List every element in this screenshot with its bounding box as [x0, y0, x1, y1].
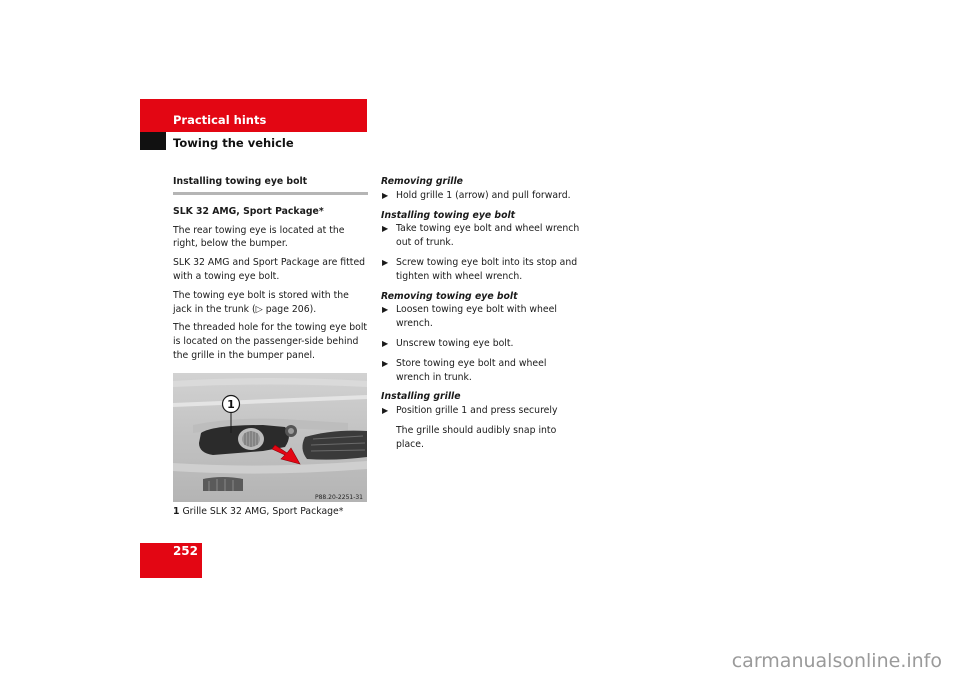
step-heading: Installing grille — [381, 391, 461, 403]
caption-text: Grille SLK 32 AMG, Sport Package* — [182, 506, 344, 517]
heading-rule — [173, 192, 368, 195]
instruction-step: ▶ Hold grille 1 (arrow) and pull forward. — [382, 189, 571, 201]
bullet-arrow-icon: ▶ — [382, 338, 389, 348]
figure-callout: 1 — [227, 398, 235, 411]
paragraph: The towing eye bolt is stored with the jack in the trunk (▷ page 206). — [173, 289, 349, 315]
step-heading: Removing grille — [381, 176, 463, 187]
step-heading: Removing towing eye bolt — [381, 290, 518, 302]
step-note: The grille should audibly snap into place. — [396, 424, 557, 450]
section-title: Practical hints — [173, 113, 267, 127]
bullet-arrow-icon: ▶ — [382, 257, 389, 267]
figure-caption — [173, 506, 343, 517]
subsection-title: Towing the vehicle — [173, 136, 294, 150]
bullet-arrow-icon: ▶ — [382, 406, 389, 416]
bullet-arrow-icon: ▶ — [382, 190, 389, 200]
paragraph: SLK 32 AMG and Sport Package are fitted with a towing eye bolt. — [173, 257, 366, 282]
header-marker — [140, 132, 166, 150]
paragraph: The threaded hole for the towing eye bolt is located on the passenger-side behind the grille in the bumper panel. — [173, 322, 368, 361]
bullet-arrow-icon: ▶ — [382, 305, 389, 315]
instruction-step: ▶ Store towing eye bolt and wheel wrench in trunk. — [382, 357, 547, 383]
instruction-step: ▶ Take towing eye bolt and wheel wrench out of trunk. — [382, 223, 580, 249]
caption-number: 1 — [173, 506, 180, 517]
instruction-step: ▶ Position grille 1 and press securely — [382, 405, 558, 417]
section-heading: Installing towing eye bolt — [173, 176, 308, 187]
grille-photo — [173, 373, 367, 502]
step-heading: Installing towing eye bolt — [381, 209, 516, 221]
instruction-step: ▶ Unscrew towing eye bolt. — [382, 337, 514, 349]
instruction-step: ▶ Screw towing eye bolt into its stop and tighten with wheel wrench. — [382, 256, 578, 282]
right-column — [381, 175, 581, 452]
model-subheading: SLK 32 AMG, Sport Package* — [173, 205, 324, 217]
left-column — [173, 175, 368, 368]
figure-code: P88.20-2251-31 — [314, 494, 363, 501]
paragraph: The rear towing eye is located at the right, below the bumper. — [173, 224, 345, 250]
bullet-arrow-icon: ▶ — [382, 358, 389, 368]
watermark: carmanualsonline.info — [731, 650, 942, 672]
page-number: 252 — [172, 544, 198, 558]
instruction-step: ▶ Loosen towing eye bolt with wheel wrench. — [382, 304, 557, 330]
bullet-arrow-icon: ▶ — [382, 224, 389, 234]
